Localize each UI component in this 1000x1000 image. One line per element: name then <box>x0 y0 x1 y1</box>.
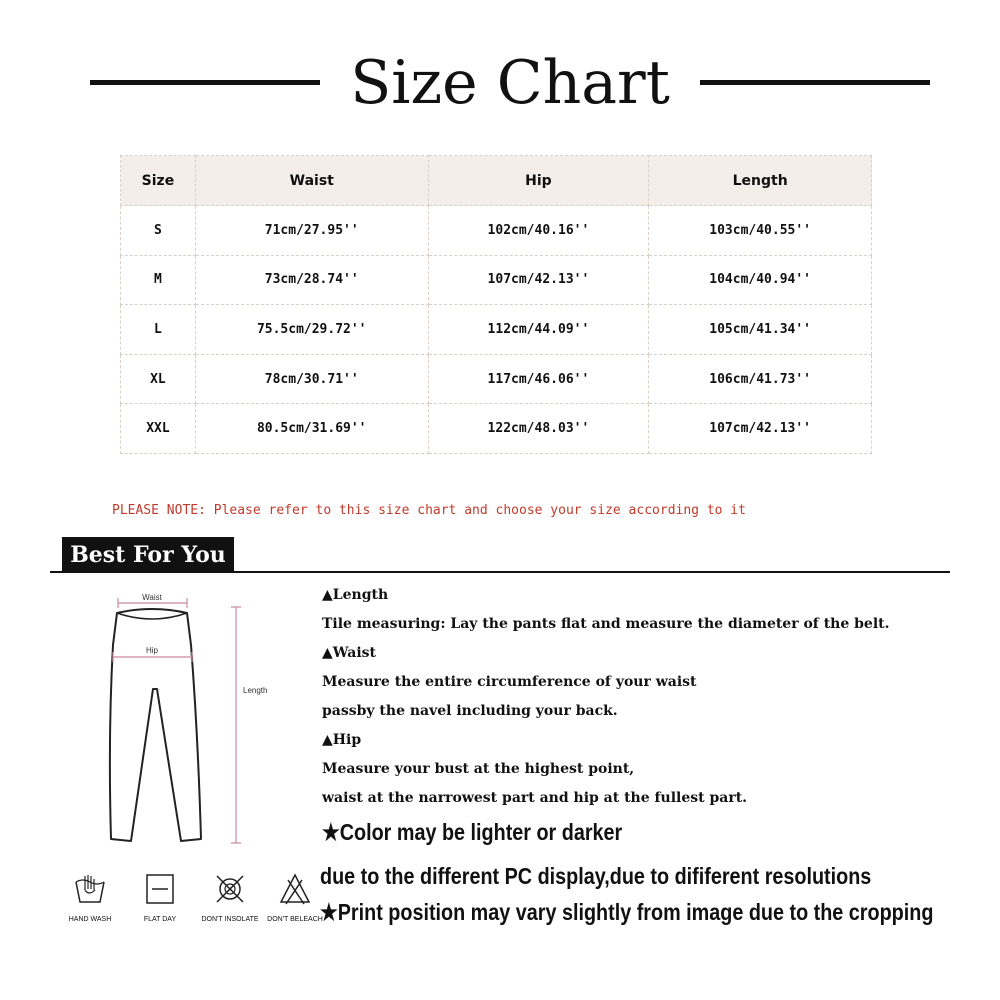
color-note-1: ★Color may be lighter or darker <box>322 819 623 845</box>
do-not-insolate-icon <box>213 872 247 906</box>
length-heading: ▲Length <box>322 587 389 603</box>
length-measure-line <box>231 607 241 843</box>
table-row <box>121 404 872 454</box>
page-title: Size Chart <box>350 47 670 118</box>
cell-waist: 71cm/27.95'' <box>195 206 428 256</box>
care-item-hand-wash <box>55 872 125 923</box>
hip-heading: ▲Hip <box>322 732 362 748</box>
length-label: Length <box>243 686 268 695</box>
pants-measurement-diagram <box>95 585 295 855</box>
do-not-bleach-icon <box>278 872 312 906</box>
care-item-flat-dry <box>125 872 195 923</box>
cell-length: 104cm/40.94'' <box>649 255 872 305</box>
cell-hip: 122cm/48.03'' <box>428 404 649 454</box>
cell-waist: 75.5cm/29.72'' <box>195 305 428 355</box>
cell-hip: 107cm/42.13'' <box>428 255 649 305</box>
care-item-do-not-insolate <box>195 872 265 923</box>
section-divider <box>50 571 950 573</box>
waist-text-1: Measure the entire circumference of your waist <box>322 674 697 690</box>
color-note-2: due to the different PC display,due to dififerent resolutions <box>320 863 872 889</box>
flat-dry-label: FLAT DAY <box>143 916 177 923</box>
size-note: PLEASE NOTE: Please refer to this size chart and choose your size according to it <box>112 503 746 518</box>
do-not-bleach-label: DON'T BELEACH <box>267 916 323 923</box>
cell-length: 107cm/42.13'' <box>649 404 872 454</box>
hip-label: Hip <box>145 646 159 655</box>
flat-dry-icon <box>143 872 177 906</box>
header-size: Size <box>121 156 196 206</box>
hand-wash-icon <box>73 872 107 906</box>
care-icons-row <box>55 872 330 942</box>
cell-length: 106cm/41.73'' <box>649 354 872 404</box>
cell-size: XXL <box>121 404 196 454</box>
cell-size: S <box>121 206 196 256</box>
size-table <box>120 155 872 454</box>
header-hip: Hip <box>428 156 649 206</box>
waist-heading: ▲Waist <box>322 645 377 661</box>
table-row <box>121 354 872 404</box>
cell-waist: 80.5cm/31.69'' <box>195 404 428 454</box>
cell-size: L <box>121 305 196 355</box>
hip-text-2: waist at the narrowest part and hip at the fullest part. <box>322 790 748 806</box>
cell-hip: 112cm/44.09'' <box>428 305 649 355</box>
header-length: Length <box>649 156 872 206</box>
title-rule-right <box>700 80 930 85</box>
cell-size: XL <box>121 354 196 404</box>
table-row <box>121 206 872 256</box>
hand-wash-label: HAND WASH <box>68 916 112 923</box>
do-not-insolate-label: DON'T INSOLATE <box>201 916 259 923</box>
length-text: Tile measuring: Lay the pants flat and measure the diameter of the belt. <box>322 616 890 632</box>
table-row <box>121 255 872 305</box>
cell-hip: 102cm/40.16'' <box>428 206 649 256</box>
title-rule-left <box>90 80 320 85</box>
best-for-you-banner: Best For You <box>62 537 234 572</box>
waistband-line <box>117 613 187 619</box>
header-waist: Waist <box>195 156 428 206</box>
print-note: ★Print position may vary slightly from image due to the cropping <box>320 899 934 925</box>
title-block <box>90 45 930 120</box>
waist-label: Waist <box>142 593 162 602</box>
cell-waist: 78cm/30.71'' <box>195 354 428 404</box>
cell-length: 103cm/40.55'' <box>649 206 872 256</box>
table-header-row <box>121 156 872 206</box>
cell-length: 105cm/41.34'' <box>649 305 872 355</box>
waist-text-2: passby the navel including your back. <box>322 703 618 719</box>
hip-text-1: Measure your bust at the highest point, <box>322 761 635 777</box>
cell-size: M <box>121 255 196 305</box>
pants-outline <box>110 609 201 841</box>
cell-waist: 73cm/28.74'' <box>195 255 428 305</box>
cell-hip: 117cm/46.06'' <box>428 354 649 404</box>
table-row <box>121 305 872 355</box>
